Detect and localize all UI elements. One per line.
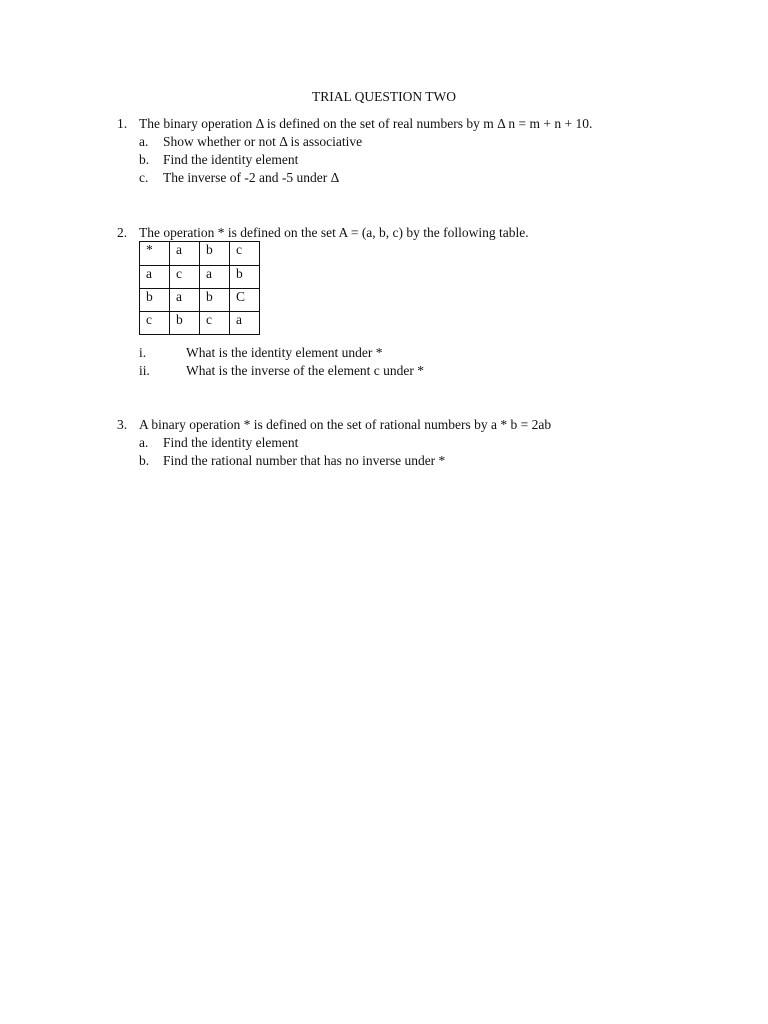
table-cell: c (200, 312, 230, 335)
table-row (140, 312, 260, 335)
table-cell: a (140, 266, 170, 289)
part-label: c. (139, 170, 149, 185)
part-label: i. (139, 345, 147, 360)
table-row (140, 289, 260, 312)
table-cell: * (140, 242, 170, 266)
table-cell: b (200, 289, 230, 312)
part-text: The inverse of -2 and -5 under Δ (163, 170, 340, 185)
table-cell: a (230, 312, 260, 335)
question-number: 2. (117, 225, 128, 240)
part-text: Find the identity element (163, 435, 299, 450)
part-text: What is the identity element under * (186, 345, 383, 360)
question-number: 3. (117, 417, 128, 432)
part-text: Show whether or not Δ is associative (163, 134, 363, 149)
question-number: 1. (117, 116, 128, 131)
question-text: The operation * is defined on the set A = (a, b, c) by the following table. (139, 225, 529, 240)
part-text: What is the inverse of the element c under * (186, 363, 425, 378)
table-cell: a (170, 242, 200, 266)
document-title: TRIAL QUESTION TWO (312, 89, 456, 104)
table-row (140, 242, 260, 266)
table-cell: b (200, 242, 230, 266)
part-label: b. (139, 152, 150, 167)
table-cell: c (230, 242, 260, 266)
part-label: a. (139, 435, 149, 450)
table-cell: c (170, 266, 200, 289)
question-text: A binary operation * is defined on the set of rational numbers by a * b = 2ab (139, 417, 552, 432)
part-label: b. (139, 453, 150, 468)
part-text: Find the rational number that has no inverse under * (163, 453, 446, 468)
part-label: ii. (139, 363, 150, 378)
table-cell: c (140, 312, 170, 335)
part-text: Find the identity element (163, 152, 299, 167)
table-row (140, 266, 260, 289)
table-cell: b (170, 312, 200, 335)
table-cell: C (230, 289, 260, 312)
table-cell: b (230, 266, 260, 289)
table-cell: a (170, 289, 200, 312)
question-text: The binary operation Δ is defined on the set of real numbers by m Δ n = m + n + 10. (139, 116, 593, 131)
table-cell: b (140, 289, 170, 312)
operation-table (139, 241, 260, 335)
table-cell: a (200, 266, 230, 289)
part-label: a. (139, 134, 149, 149)
